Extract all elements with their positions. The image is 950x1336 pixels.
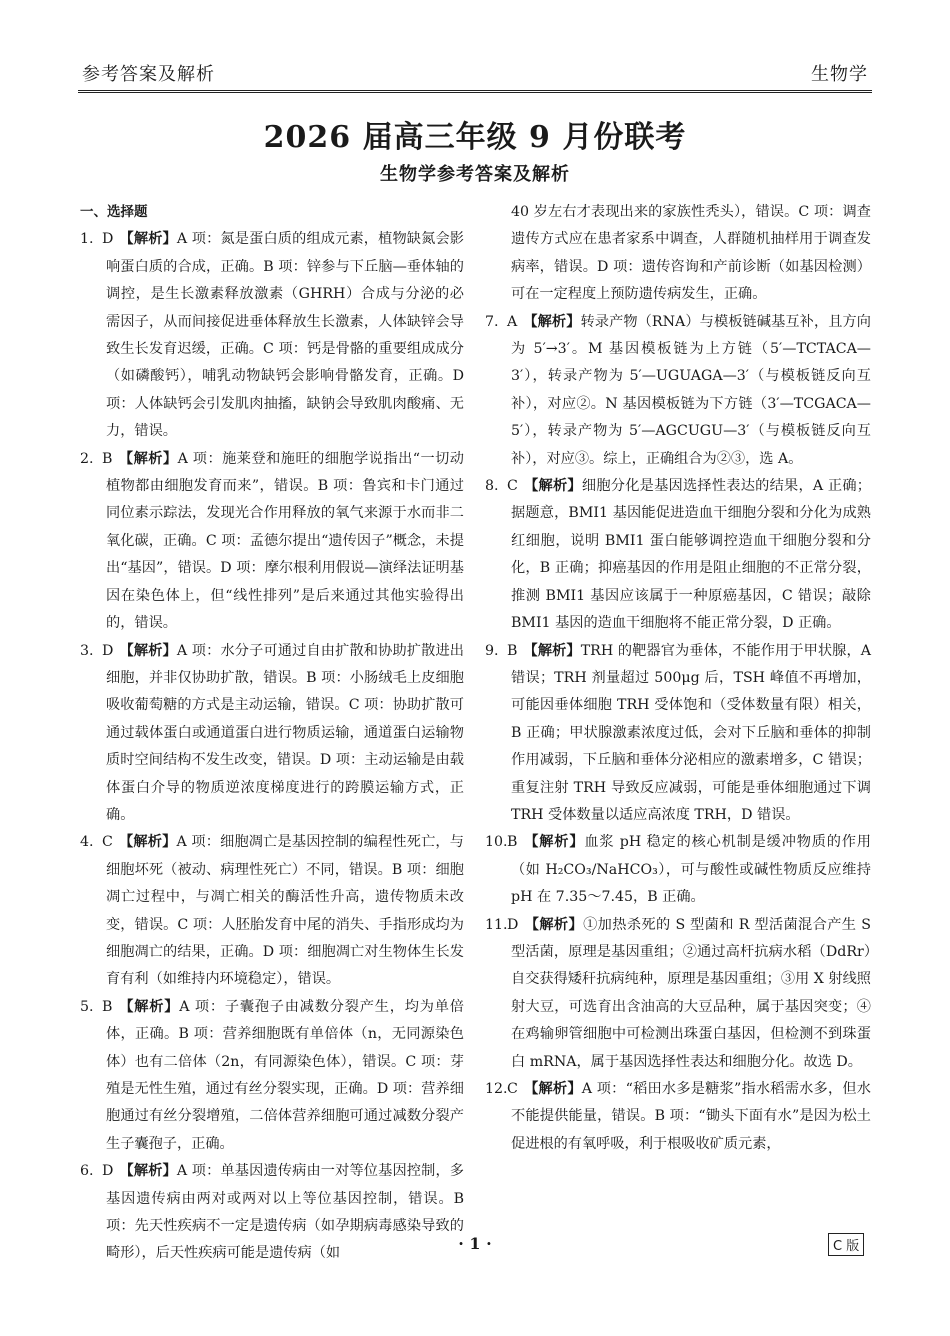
question-number: 5. <box>80 998 94 1015</box>
left-column <box>80 199 464 1268</box>
analysis-tag: 【解析】 <box>119 642 177 659</box>
question-explanation: A 项：施莱登和施旺的细胞学说指出“一切动植物都由细胞发育而来”，错误。B 项：鲁宾和卡门通过同位素示踪法，发现光合作用释放的氧气来源于水而非二氧化碳，正确。C 项：孟德尔提出“遗传因子”概念，未提出“基因”，错误。D 项：摩尔根利用假说—演绎法证明基因在染色体上，但“线性排列”是后来通过其他实验得出的，错误。 <box>106 450 464 632</box>
analysis-tag: 【解析】 <box>523 313 581 330</box>
answer-letter: C <box>102 834 113 851</box>
answer-letter: D <box>102 1163 114 1180</box>
answer-letter: B <box>102 450 113 467</box>
question-explanation: 转录产物（RNA）与模板链碱基互补，且方向为 5′→3′。M 基因模板链为上方链（5′—TCTACA—3′），转录产物为 5′—UGUAGA—3′（与模板链反向互补），对应②。N 基因模板链为下方链（3′—TCGACA—5′），转录产物为 5′—AGCUGU—3′（与模板链反向互补），对应③。综上，正确组合为②③，选 A。 <box>511 313 871 467</box>
answer-letter: D <box>507 916 519 933</box>
question-11 <box>485 912 871 1076</box>
question-number: 12. <box>485 1081 508 1097</box>
question-5 <box>80 994 464 1158</box>
answer-letter: D <box>102 231 114 248</box>
analysis-tag: 【解析】 <box>118 998 180 1015</box>
question-12 <box>485 1076 871 1158</box>
question-number: 1. <box>80 231 94 248</box>
analysis-tag: 【解析】 <box>118 450 178 467</box>
question-explanation: A 项：细胞凋亡是基因控制的编程性死亡，与细胞坏死（被动、病理性死亡）不同，错误。B 项：细胞凋亡过程中，与凋亡相关的酶活性升高，遗传物质未改变，错误。C 项：人胚胎发育中尾的消失、手指形成均为细胞凋亡的结果，正确。D 项：细胞凋亡对生物体生长发育有利（如维持内环境稳定），错误。 <box>106 834 464 988</box>
question-8 <box>485 473 871 637</box>
question-explanation: ①加热杀死的 S 型菌和 R 型活菌混合产生 S 型活菌，原理是基因重组；②通过高杆抗病水稻（DdRr）自交获得矮秆抗病纯种，原理是基因重组；③用 X 射线照射大豆，可选育出含油高的大豆品种，属于基因突变；④在鸡输卵管细胞中可检测出珠蛋白基因，但检测不到珠蛋白 mRNA，属于基因选择性表达和细胞分化。故选 D。 <box>511 916 871 1070</box>
analysis-tag: 【解析】 <box>119 231 177 248</box>
section-heading: 一、选择题 <box>80 204 148 220</box>
answer-letter: B <box>507 834 518 851</box>
question-2 <box>80 446 464 638</box>
page-header <box>78 54 872 93</box>
answer-letter: C <box>507 1081 518 1097</box>
question-explanation: 血浆 pH 稳定的核心机制是缓冲物质的作用（如 H₂CO₃/NaHCO₃），可与酸性或碱性物质反应维持 pH 在 7.35～7.45，B 正确。 <box>511 834 871 906</box>
version-badge: C 版 <box>828 1233 864 1256</box>
question-10 <box>485 829 871 911</box>
question-explanation: 细胞分化是基因选择性表达的结果，A 正确；据题意，BMI1 基因能促进造血干细胞分裂和分化为成熟红细胞，说明 BMI1 蛋白能够调控造血干细胞分裂和分化，B 正确；抑癌基因的作用是阻止细胞的不正常分裂，推测 BMI1 基因应该属于一种原癌基因，C 错误；敲除 BMI1 基因的造血干细胞将不能正常分裂，D 正确。 <box>511 478 871 632</box>
header-doc-type: 参考答案及解析 <box>82 64 215 85</box>
question-9 <box>485 638 871 830</box>
question-number: 8. <box>485 478 499 495</box>
answer-letter: D <box>102 642 114 659</box>
question-number: 11. <box>485 916 508 933</box>
question-number: 3. <box>80 642 94 659</box>
answer-letter: B <box>102 998 113 1015</box>
question-number: 6. <box>80 1163 94 1180</box>
question-explanation: A 项：子囊孢子由减数分裂产生，均为单倍体，正确。B 项：营养细胞既有单倍体（n，无同源染色体）也有二倍体（2n，有同源染色体），错误。C 项：芽殖是无性生殖，通过有丝分裂实现，正确。D 项：营养细胞通过有丝分裂增殖，二倍体营养细胞可通过减数分裂产生子囊孢子，正确。 <box>106 998 464 1152</box>
analysis-tag: 【解析】 <box>523 478 582 495</box>
question-number: 7. <box>485 313 499 330</box>
analysis-tag: 【解析】 <box>523 834 585 851</box>
analysis-tag: 【解析】 <box>118 834 177 851</box>
question-3 <box>80 638 464 830</box>
right-column <box>485 199 871 1158</box>
page-number: · 1 · <box>458 1234 492 1253</box>
question-explanation: A 项：“稻田水多是糖浆”指水稻需水多，但水不能提供能量，错误。B 项：“锄头下面有水”是因为松土促进根的有氧呼吸，利于根吸收矿质元素， <box>511 1081 871 1152</box>
question-7 <box>485 309 871 473</box>
question-4 <box>80 829 464 993</box>
answer-letter: B <box>507 642 518 659</box>
answer-letter: A <box>507 313 518 330</box>
page-title: 2026 届高三年级 9 月份联考 <box>263 120 687 155</box>
answer-letter: C <box>507 478 518 495</box>
question-number: 10. <box>485 834 508 851</box>
question-6-continued: 40 岁左右才表现出来的家族性秃头），错误。C 项：调查遗传方式应在患者家系中调查，人群随机抽样用于调查发病率，错误。D 项：遗传咨询和产前诊断（如基因检测）可在一定程度上预防遗传病发生，正确。 <box>511 204 871 303</box>
analysis-tag: 【解析】 <box>523 1081 582 1097</box>
question-number: 4. <box>80 834 94 851</box>
question-explanation: TRH 的靶器官为垂体，不能作用于甲状腺，A 错误；TRH 剂量超过 500μg 后，TSH 峰值不再增加，可能因垂体细胞 TRH 受体饱和（受体数量有限）相关，B 正确；甲状腺激素浓度过低，会对下丘脑和垂体的抑制作用减弱，下丘脑和垂体分泌相应的激素增多，C 错误；重复注射 TRH 导致反应减弱，可能是垂体细胞通过下调 TRH 受体数量以适应高浓度 TRH，D 错误。 <box>511 642 871 823</box>
analysis-tag: 【解析】 <box>523 642 581 659</box>
page-subtitle: 生物学参考答案及解析 <box>380 164 570 185</box>
question-explanation: A 项：水分子可通过自由扩散和协助扩散进出细胞，并非仅协助扩散，错误。B 项：小肠绒毛上皮细胞吸收葡萄糖的方式是主动运输，错误。C 项：协助扩散可通过载体蛋白或通道蛋白进行物质运输，通道蛋白运输物质时空间结构不发生改变，错误。D 项：主动运输是由载体蛋白介导的物质逆浓度梯度进行的跨膜运输方式，正确。 <box>106 642 464 823</box>
analysis-tag: 【解析】 <box>524 916 584 933</box>
question-number: 2. <box>80 450 94 467</box>
question-1 <box>80 226 464 445</box>
question-number: 9. <box>485 642 499 659</box>
question-explanation: A 项：氮是蛋白质的组成元素，植物缺氮会影响蛋白质的合成，正确。B 项：锌参与下丘脑—垂体轴的调控，是生长激素释放激素（GHRH）合成与分泌的必需因子，从而间接促进垂体释放生长激素，人体缺锌会导致生长发育迟缓，正确。C 项：钙是骨骼的重要组成成分（如磷酸钙），哺乳动物缺钙会影响骨骼发育，正确。D 项：人体缺钙会引发肌肉抽搐，缺钠会导致肌肉酸痛、无力，错误。 <box>106 231 464 440</box>
analysis-tag: 【解析】 <box>119 1163 177 1180</box>
header-subject: 生物学 <box>811 64 868 85</box>
question-explanation: A 项：单基因遗传病由一对等位基因控制，多基因遗传病由两对或两对以上等位基因控制，错误。B 项：先天性疾病不一定是遗传病（如孕期病毒感染导致的畸形），后天性疾病可能是遗传病（如 <box>106 1163 464 1262</box>
